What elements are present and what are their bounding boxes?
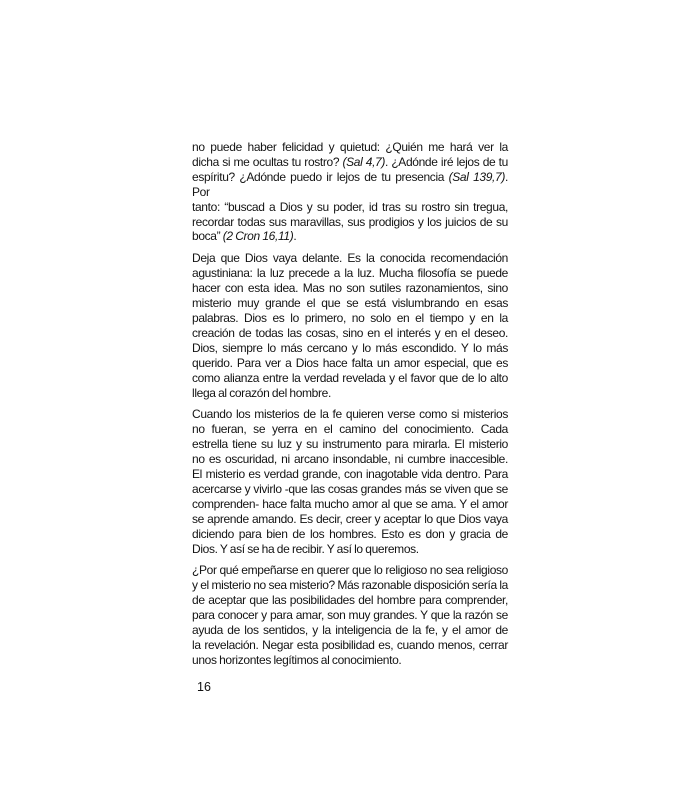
text-line: no puede haber felicidad y quietud: ¿Quién me hará ver la [192, 140, 508, 154]
text-line: Dios, siempre lo más cercano y lo más escondido. Y lo más [192, 340, 508, 355]
text-line: de aceptar que las posibilidades del hombre para comprender, [192, 593, 508, 608]
text-line: no fueran, se yerra en el camino del conocimiento. Cada [192, 422, 508, 437]
text-line: hacer con esta idea. Mas no son sutiles razonamientos, sino [192, 281, 508, 296]
text-line: boca” (2 Cron 16,11). [192, 229, 297, 244]
text-line: se aprende amando. Es decir, creer y aceptar lo que Dios vaya [192, 511, 508, 526]
text-line: Deja que Dios vaya delante. Es la conocida recomendación [192, 251, 508, 266]
text-line: ayuda de los sentidos, y la inteligencia de la fe, y el amor de [192, 623, 508, 638]
text-line: espíritu? ¿Adónde puedo ir lejos de tu presencia (Sal 139,7). Por [192, 169, 508, 199]
text-line: como alianza entre la verdad revelada y el favor que de lo alto [192, 370, 508, 385]
text-line: dicha si me ocultas tu rostro? (Sal 4,7). ¿Adónde iré lejos de tu [192, 154, 508, 169]
scripture-reference: (Sal 139,7) [448, 169, 506, 184]
paragraph [192, 563, 508, 667]
text-block [192, 140, 508, 668]
paragraph [192, 140, 508, 244]
text-line: no es oscuridad, ni arcano insondable, ni cumbre inaccesible. [192, 452, 508, 467]
paragraph [192, 407, 508, 556]
text-line: acercarse y vivirlo -que las cosas grandes más se viven que se [192, 481, 508, 496]
paragraph [192, 251, 508, 400]
text-line: El misterio es verdad grande, con inagotable vida dentro. Para [192, 467, 508, 482]
text-line: y el misterio no sea misterio? Más razonable disposición sería la [192, 578, 508, 593]
text-line: palabras. Dios es lo primero, no solo en el tiempo y en la [192, 310, 508, 325]
scripture-reference: (Sal 4,7) [342, 154, 386, 169]
text-line: para conocer y para amar, son muy grandes. Y que la razón se [192, 608, 508, 623]
text-line: ¿Por qué empeñarse en querer que lo religioso no sea religioso [192, 563, 508, 578]
text-line: recordar todas sus maravillas, sus prodigios y los juicios de su [192, 214, 508, 229]
text-line: agustiniana: la luz precede a la luz. Mucha filosofía se puede [192, 266, 508, 281]
text-line: Dios. Y así se ha de recibir. Y así lo queremos. [192, 541, 419, 556]
text-line: llega al corazón del hombre. [192, 385, 331, 400]
text-line: diciendo para bien de los hombres. Esto es don y gracia de [192, 526, 508, 541]
text-line: querido. Para ver a Dios hace falta un amor especial, que es [192, 355, 508, 370]
text-line: comprenden- hace falta mucho amor al que se ama. Y el amor [192, 496, 508, 511]
text-line: misterio muy grande el que se está vislumbrando en esas [192, 296, 508, 311]
text-line: tanto: “buscad a Dios y su poder, id tras su rostro sin tregua, [192, 199, 508, 214]
text-line: estrella tiene su luz y su instrumento para mirarla. El misterio [192, 437, 508, 452]
scripture-reference: (2 Cron 16,11) [222, 229, 294, 244]
text-line: creación de todas las cosas, sino en el interés y en el deseo. [192, 325, 508, 340]
text-line: la revelación. Negar esta posibilidad es, cuando menos, cerrar [192, 638, 508, 652]
text-line: unos horizontes legítimos al conocimiento. [192, 652, 402, 667]
text-line: Cuando los misterios de la fe quieren verse como si misterios [192, 407, 508, 422]
page-number: 16 [197, 680, 211, 694]
